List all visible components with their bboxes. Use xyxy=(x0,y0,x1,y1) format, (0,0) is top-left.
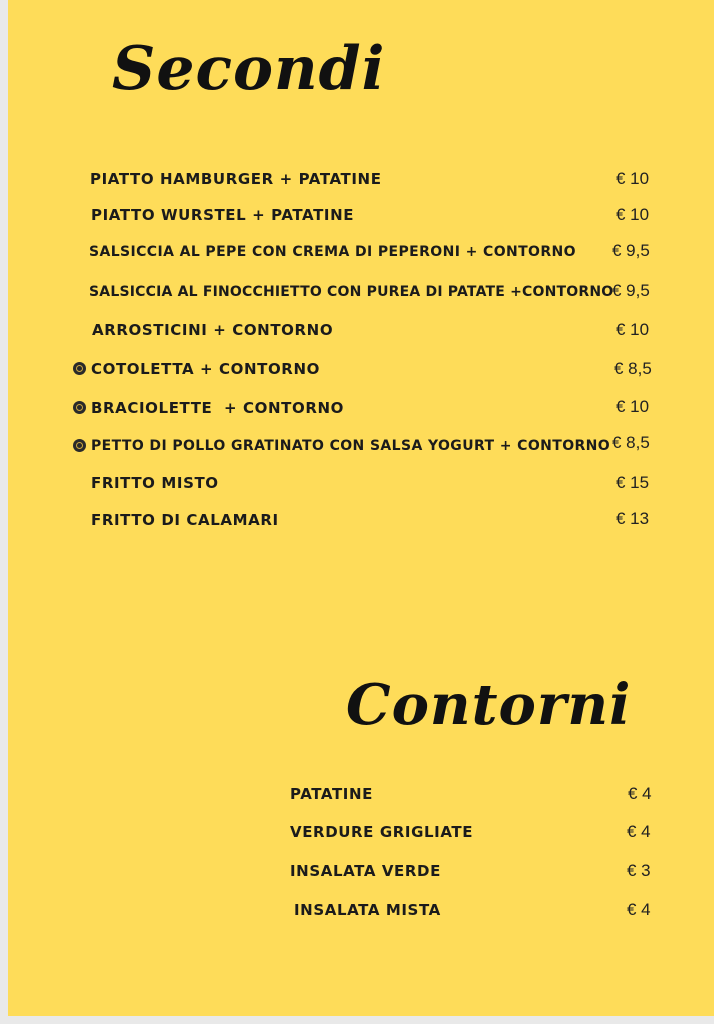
menu-item xyxy=(290,859,441,883)
item-price: € 10 xyxy=(616,205,650,224)
special-badge-icon xyxy=(73,401,86,414)
menu-item xyxy=(290,820,473,844)
item-name: PIATTO WURSTEL + PATATINE xyxy=(91,206,355,224)
menu-item xyxy=(92,318,333,342)
item-name: BRACIOLETTE + CONTORNO xyxy=(91,399,344,417)
menu-item xyxy=(91,508,279,532)
item-name: COTOLETTA + CONTORNO xyxy=(91,360,320,378)
item-price: € 10 xyxy=(616,169,650,188)
item-price: € 15 xyxy=(616,473,650,492)
menu-item xyxy=(89,240,576,264)
item-price: € 3 xyxy=(627,861,651,880)
item-name: INSALATA MISTA xyxy=(294,901,441,919)
item-name: SALSICCIA AL FINOCCHIETTO CON PUREA DI PATATE +CONTORNO xyxy=(89,284,614,300)
menu-item xyxy=(91,396,344,420)
item-name: PIATTO HAMBURGER + PATATINE xyxy=(90,170,382,188)
menu-item xyxy=(90,167,382,191)
item-name: FRITTO DI CALAMARI xyxy=(91,511,279,529)
item-name: PETTO DI POLLO GRATINATO CON SALSA YOGURT + CONTORNO xyxy=(91,438,611,454)
item-price: € 4 xyxy=(627,822,651,841)
item-price: € 8,5 xyxy=(612,433,650,452)
item-name: PATATINE xyxy=(290,785,373,803)
menu-item xyxy=(290,782,373,806)
item-price: € 13 xyxy=(616,509,650,528)
special-badge-icon xyxy=(73,362,86,375)
menu-item xyxy=(91,471,219,495)
item-price: € 4 xyxy=(627,900,651,919)
item-name: ARROSTICINI + CONTORNO xyxy=(92,321,334,339)
menu-item xyxy=(91,434,610,458)
item-price: € 10 xyxy=(616,320,650,339)
item-name: FRITTO MISTO xyxy=(91,474,219,492)
menu-item xyxy=(91,203,354,227)
item-name: SALSICCIA AL PEPE CON CREMA DI PEPERONI + CONTORNO xyxy=(89,244,576,260)
item-name: INSALATA VERDE xyxy=(290,862,441,880)
menu-item xyxy=(294,898,441,922)
secondi-title: Secondi xyxy=(112,34,386,104)
menu-page xyxy=(8,0,714,1016)
special-badge-icon xyxy=(73,439,86,452)
item-price: € 9,5 xyxy=(612,241,650,260)
menu-item xyxy=(91,357,320,381)
menu-item xyxy=(89,280,613,304)
item-price: € 8,5 xyxy=(614,359,652,378)
item-price: € 10 xyxy=(616,397,650,416)
item-name: VERDURE GRIGLIATE xyxy=(290,823,474,841)
item-price: € 9,5 xyxy=(612,281,650,300)
item-price: € 4 xyxy=(628,784,652,803)
contorni-title: Contorni xyxy=(346,672,632,738)
